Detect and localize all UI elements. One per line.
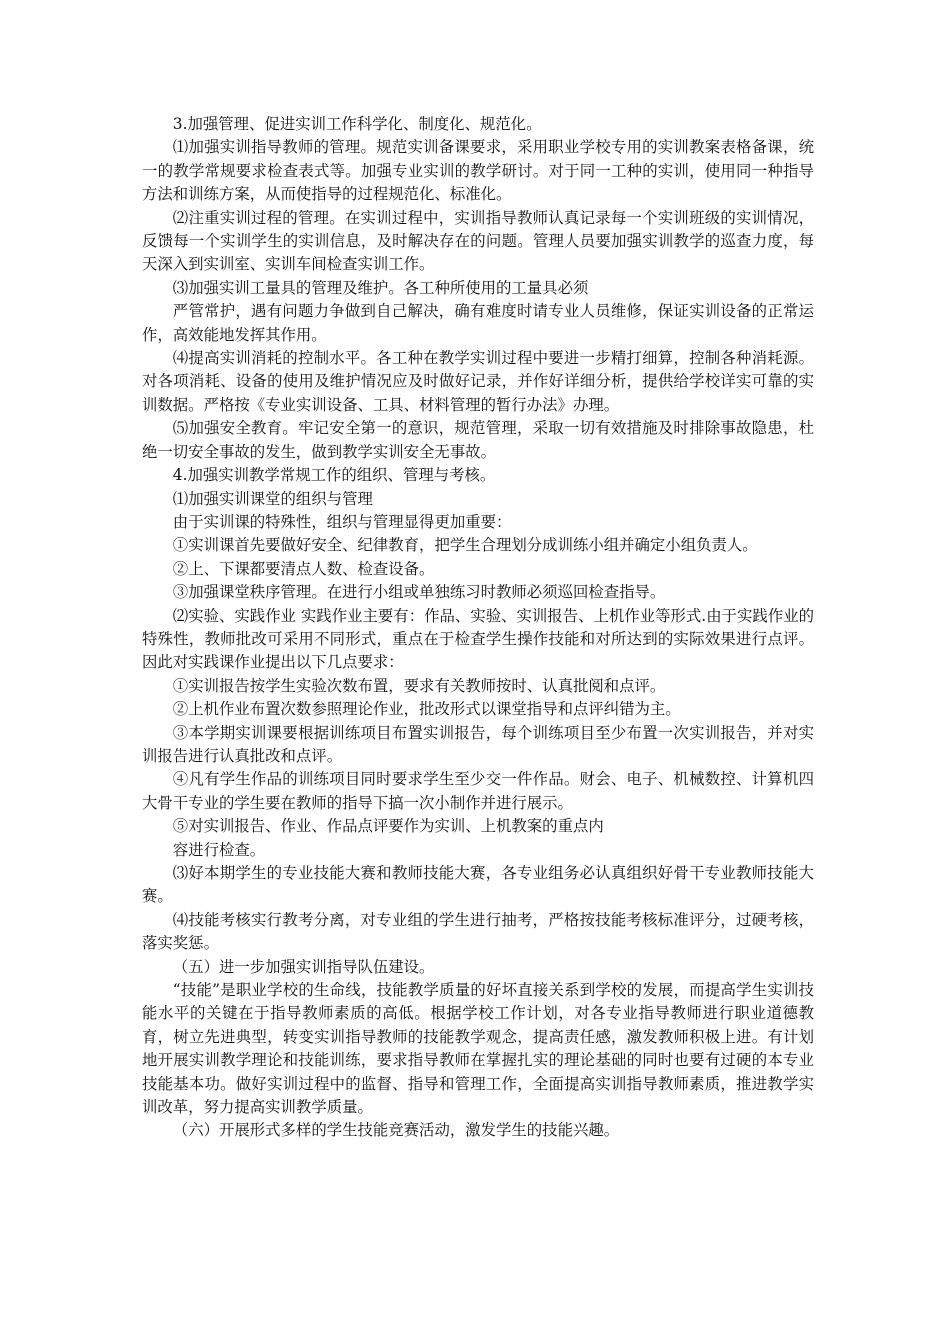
- list-item-classroom-3: ③加强课堂秩序管理。在进行小组或单独练习时教师必须巡回检查指导。: [172, 583, 666, 602]
- paragraph-consumption-control: ⑷提高实训消耗的控制水平。各工种在教学实训过程中要进一步精打细算，控制各种消耗源。对各项消耗、设备的使用及维护情况应及时做好记录，并作好详细分析，提供给学校详实可靠的实训数据。严格按《专业实训设备、工具、材料管理的暂行办法》办理。: [142, 349, 814, 414]
- list-item-requirement-2: ②上机作业布置次数参照理论作业，批改形式以课堂指导和点评纠错为主。: [172, 700, 681, 719]
- list-item-classroom-1: ①实训课首先要做好安全、纪律教育，把学生合理划分成训练小组并确定小组负责人。: [172, 536, 758, 555]
- paragraph-classroom-organization: ⑴加强实训课堂的组织与管理: [172, 489, 373, 508]
- paragraph-teacher-management: ⑴加强实训指导教师的管理。规范实训备课要求，采用职业学校专用的实训教案表格备课，统一的教学常规要求检查表式等。加强专业实训的教学研讨。对于同一工种的实训，使用同一种指导方法和训练方案，从而使指导的过程规范化、标准化。: [142, 138, 814, 204]
- list-item-requirement-5: ⑤对实训报告、作业、作品点评要作为实训、上机教案的重点内: [172, 817, 604, 836]
- paragraph-tool-maintenance-cont: 严管常护，遇有问题力争做到自己解决，确有难度时请专业人员维修，保证实训设备的正常运作，高效能地发挥其作用。: [142, 302, 814, 344]
- section-heading-4: 4.加强实训教学常规工作的组织、管理与考核。: [172, 466, 496, 485]
- paragraph-skills-contest: ⑶好本期学生的专业技能大赛和教师技能大赛，各专业组务必认真组织好骨干专业教师技能大赛。: [142, 864, 814, 906]
- list-item-requirement-3: ③本学期实训课要根据训练项目布置实训报告，每个训练项目至少布置一次实训报告，并对实训报告进行认真批改和点评。: [142, 723, 814, 765]
- document-body: [142, 113, 814, 1143]
- list-item-requirement-1: ①实训报告按学生实验次数布置，要求有关教师按时、认真批阅和点评。: [172, 676, 666, 695]
- list-item-requirement-5-cont: 容进行检查。: [172, 840, 266, 859]
- paragraph-practice-homework: ⑵实验、实践作业 实践作业主要有：作品、实验、实训报告、上机作业等形式.由于实践作业的特殊性，教师批改可采用不同形式，重点在于检查学生操作技能和对所达到的实际效果进行点评。因此对实践课作业提出以下几点要求：: [142, 606, 814, 672]
- paragraph-skills-assessment: ⑷技能考核实行教考分离，对专业组的学生进行抽考，严格按技能考核标准评分，过硬考核，落实奖惩。: [142, 910, 814, 953]
- paragraph-team-building: “技能”是职业学校的生命线，技能教学质量的好坏直接关系到学校的发展，而提高学生实训技能水平的关键在于指导教师素质的高低。根据学校工作计划，对各专业指导教师进行职业道德教育，树立先进典型，转变实训指导教师的技能教学观念，提高责任感，激发教师积极上进。有计划地开展实训教学理论和技能训练，要求指导教师在掌握扎实的理论基础的同时也要有过硬的本专业技能基本功。做好实训过程中的监督、指导和管理工作，全面提高实训指导教师素质，推进教学实训改革，努力提高实训教学质量。: [142, 981, 814, 1117]
- section-heading-3: 3.加强管理、促进实训工作科学化、制度化、规范化。: [172, 115, 542, 133]
- paragraph-classroom-intro: 由于实训课的特殊性，组织与管理显得更加重要：: [172, 512, 512, 531]
- list-item-classroom-2: ②上、下课都要清点人数、检查设备。: [172, 559, 435, 578]
- paragraph-safety-education: ⑸加强安全教育。牢记安全第一的意识，规范管理，采取一切有效措施及时排除事故隐患，杜绝一切安全事故的发生，做到教学实训安全无事故。: [142, 419, 814, 461]
- paragraph-tool-maintenance: ⑶加强实训工量具的管理及维护。各工种所使用的工量具必须: [172, 278, 589, 297]
- list-item-requirement-4: ④凡有学生作品的训练项目同时要求学生至少交一件作品。财会、电子、机械数控、计算机四大骨干专业的学生要在教师的指导下搞一次小制作并进行展示。: [142, 770, 814, 812]
- paragraph-process-management: ⑵注重实训过程的管理。在实训过程中，实训指导教师认真记录每一个实训班级的实训情况，反馈每一个实训学生的实训信息，及时解决存在的问题。管理人员要加强实训教学的巡查力度，每天深入到实训室、实训车间检查实训工作。: [142, 208, 814, 274]
- section-heading-5: （五）进一步加强实训指导队伍建设。: [172, 957, 435, 976]
- section-heading-6: （六）开展形式多样的学生技能竞赛活动，激发学生的技能兴趣。: [172, 1121, 620, 1140]
